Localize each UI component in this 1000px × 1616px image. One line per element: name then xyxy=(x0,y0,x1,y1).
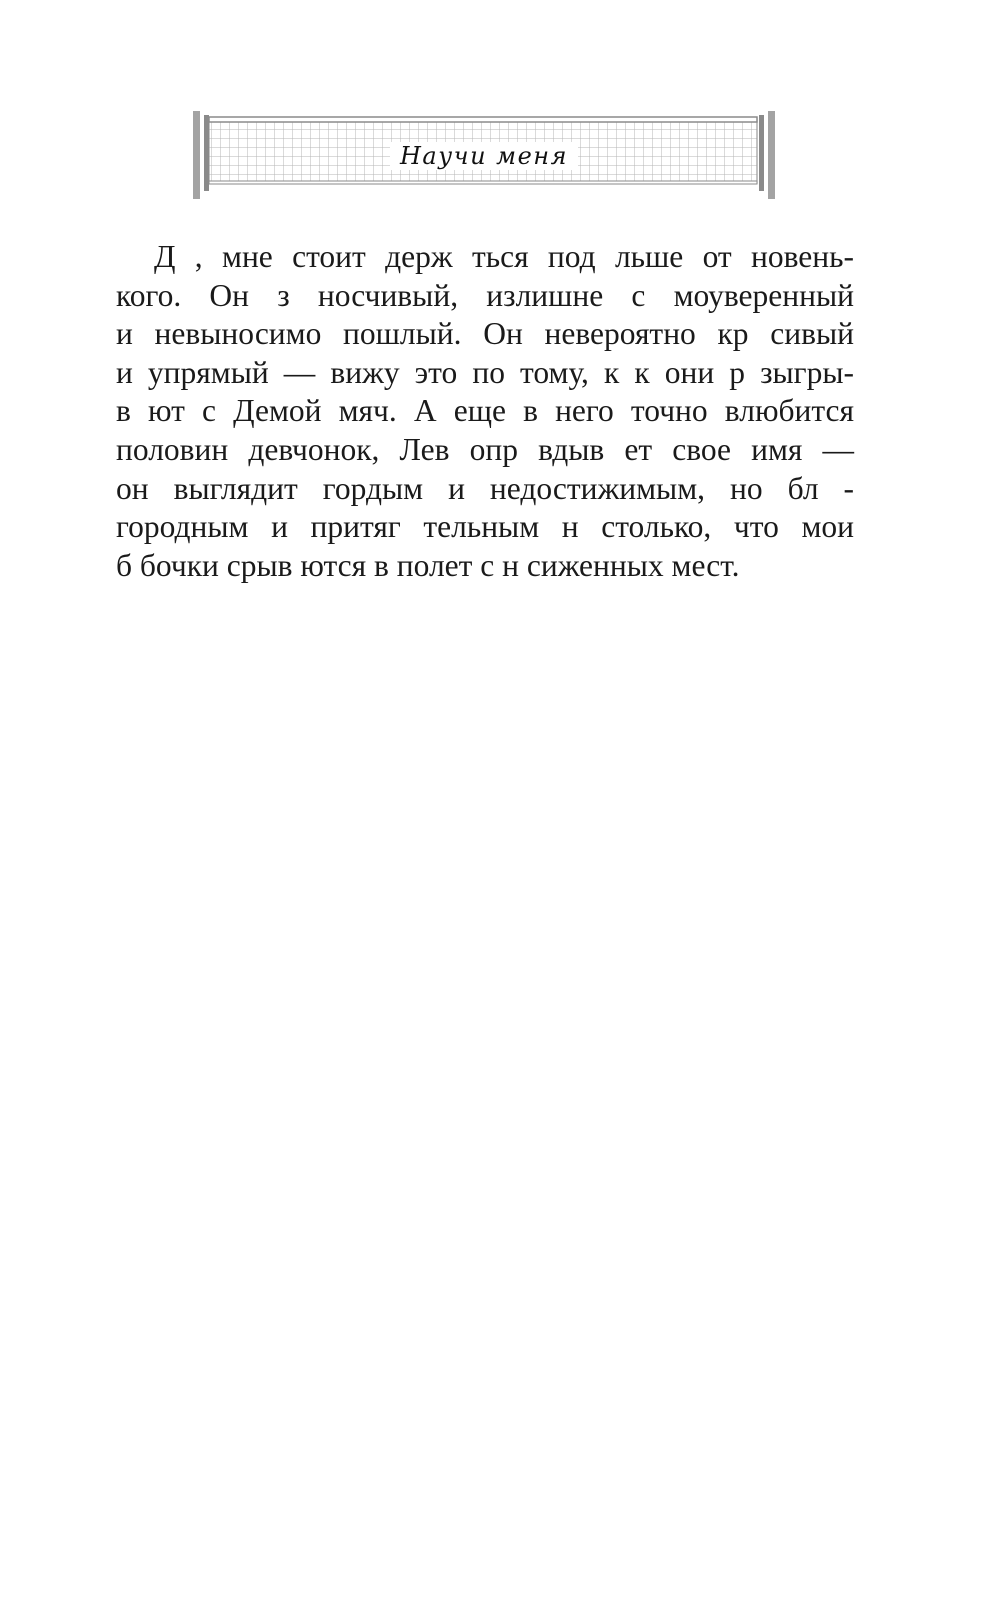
paragraph-line: и упрямый — вижу это по тому, к к они р зыгры- xyxy=(116,354,854,390)
paragraph-line: половин девчонок, Лев опр вдыв ет свое имя — xyxy=(116,431,854,467)
paragraph-line: он выглядит гордым и недостижимым, но бл - xyxy=(116,470,854,506)
chapter-header-banner xyxy=(193,111,775,203)
paragraph-line: в ют с Демой мяч. А еще в него точно влюбится xyxy=(116,393,854,429)
paragraph-line: Д , мне стоит держ ться под льше от новень- xyxy=(154,239,854,274)
chapter-title: Научи меня xyxy=(193,142,775,170)
paragraph-line: кого. Он з носчивый, излишне с моуверенный xyxy=(116,277,854,313)
paragraph xyxy=(116,238,854,585)
paragraph-line: б бочки срыв ются в полет с н сиженных мест. xyxy=(116,547,740,583)
paragraph-line: городным и притяг тельным н столько, что мои xyxy=(116,509,854,545)
paragraph-line: и невыносимо пошлый. Он невероятно кр сивый xyxy=(116,316,854,352)
